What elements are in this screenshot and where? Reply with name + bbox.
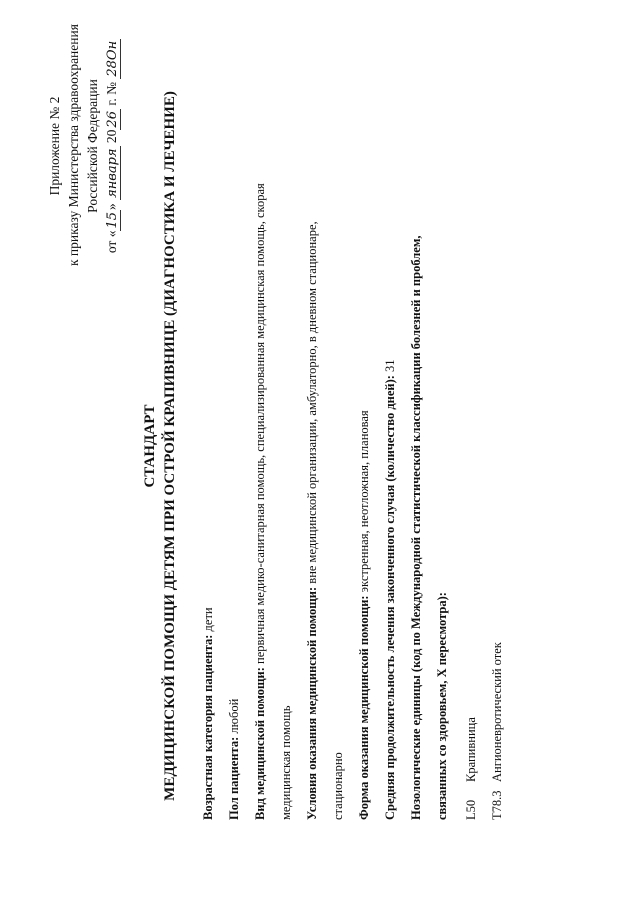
appendix-order-ref: к приказу Министерства здравоохранения <box>66 24 81 266</box>
patient-sex-row: Пол пациента: любой <box>227 698 241 820</box>
document-title <box>140 46 180 846</box>
appendix-number: Приложение № 2 <box>47 96 62 196</box>
nosology-continuation: связанных со здоровьем, X пересмотра): <box>435 592 449 820</box>
duration-row: Средняя продолжительность лечения законченного случая (количество дней): 31 <box>383 359 397 820</box>
appendix-date-line: от «15» января 2026 г. № 28Он <box>104 40 120 254</box>
icd-name: Ангионевротический отек <box>490 642 504 782</box>
icd-code-row <box>484 642 510 820</box>
care-type-row: Вид медицинской помощи: первичная медико-санитарная помощь, специализированная медицинская помощь, скорая <box>253 183 267 820</box>
icd-code-list <box>458 642 510 820</box>
nosology-row: Нозологические единицы (код по Международной статистической классификации болезней и проблем, <box>409 235 423 820</box>
appendix-header <box>45 26 122 266</box>
care-type-continuation: медицинская помощь <box>279 705 293 820</box>
standard-fields <box>195 0 455 820</box>
appendix-country: Российской Федерации <box>85 79 100 213</box>
icd-code: T78.3 <box>490 790 504 820</box>
handwritten-day: 15 <box>105 212 120 229</box>
icd-code-row <box>458 642 484 820</box>
handwritten-order-number: 28Он <box>105 40 120 77</box>
care-form-row: Форма оказания медицинской помощи: экстренная, неотложная, плановая <box>357 410 371 820</box>
title-subject: МЕДИЦИНСКОЙ ПОМОЩИ ДЕТЯМ ПРИ ОСТРОЙ КРАПИВНИЦЕ (ДИАГНОСТИКА И ЛЕЧЕНИЕ) <box>162 91 178 801</box>
conditions-continuation: стационарно <box>331 752 345 820</box>
handwritten-year: 26 <box>105 111 120 128</box>
conditions-row: Условия оказания медицинской помощи: вне медицинской организации, амбулаторно, в дневном стационаре, <box>305 221 319 820</box>
icd-name: Крапивница <box>464 717 478 782</box>
icd-code: L50 <box>464 799 478 820</box>
handwritten-month: января <box>105 148 120 198</box>
title-standard: СТАНДАРТ <box>142 404 158 488</box>
age-category-row: Возрастная категория пациента: дети <box>201 607 215 820</box>
